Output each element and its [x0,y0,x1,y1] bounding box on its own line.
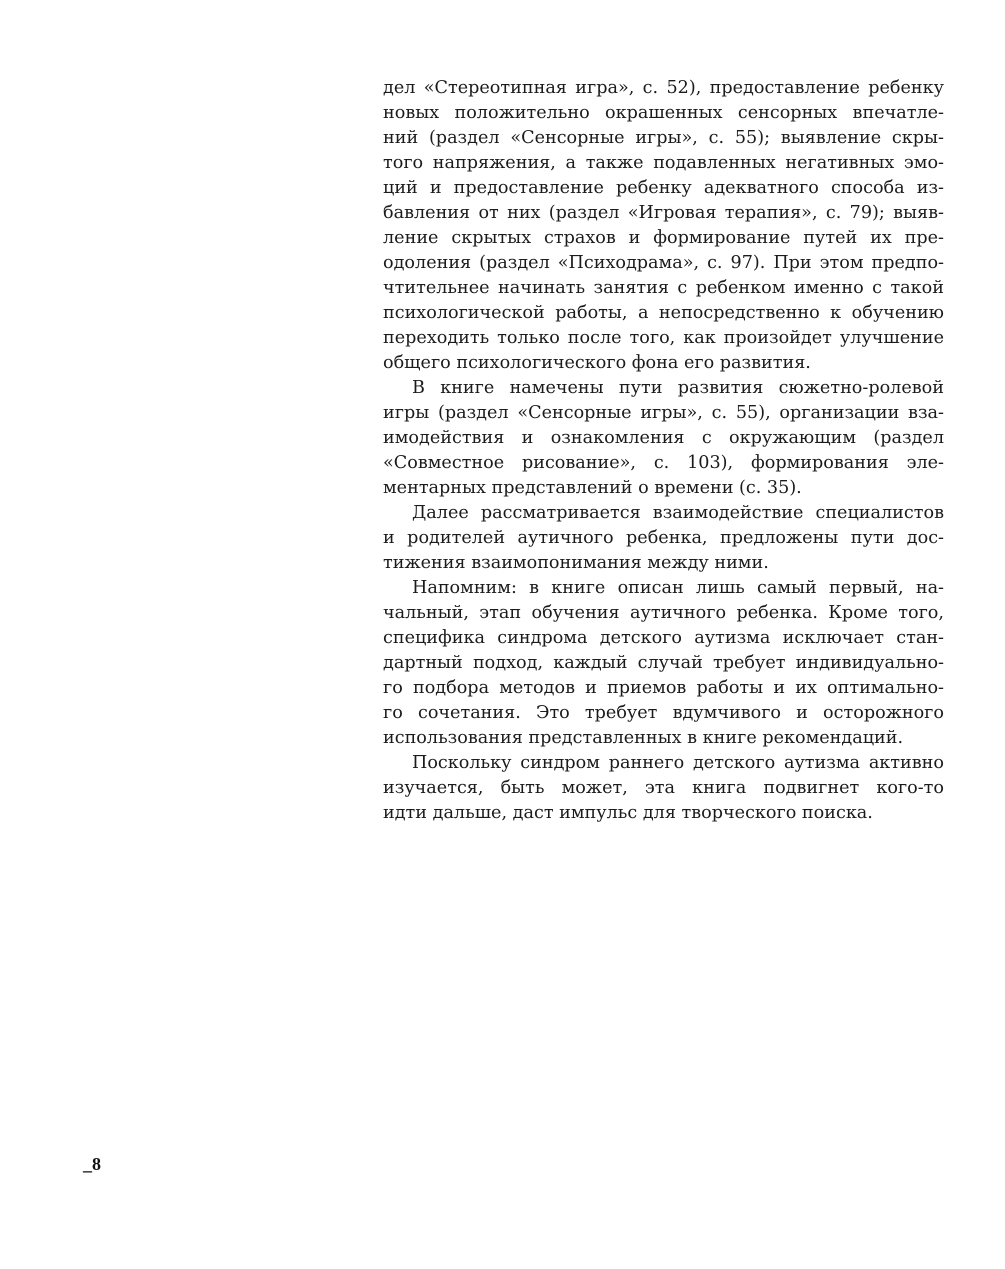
text-line: чтительнее начинать занятия с ребенком именно с такой [383,278,944,298]
text-line: дел «Стереотипная игра», с. 52), предоставление ребенку [383,78,944,98]
text-line: переходить только после того, как произойдет улучшение [383,328,944,348]
text-line: специфика синдрома детского аутизма исключает стан- [383,628,944,648]
text-line: го сочетания. Это требует вдумчивого и осторожного [383,703,944,723]
paragraph-5 [383,751,944,826]
text-line: новых положительно окрашенных сенсорных впечатле- [383,103,944,123]
text-line: Напомним: в книге описан лишь самый первый, на- [412,578,944,598]
text-line: того напряжения, а также подавленных негативных эмо- [383,153,944,173]
text-line: игры (раздел «Сенсорные игры», с. 55), организации вза- [383,403,944,423]
text-line: и родителей аутичного ребенка, предложены пути дос- [383,528,944,548]
text-line: го подбора методов и приемов работы и их оптимально- [383,678,944,698]
paragraph-3 [383,501,944,576]
text-line: чальный, этап обучения аутичного ребенка. Кроме того, [383,603,944,623]
text-line: одоления (раздел «Психодрама», с. 97). При этом предпо- [383,253,944,273]
text-line: ление скрытых страхов и формирование путей их пре- [383,228,944,248]
text-line: использования представленных в книге рекомендаций. [383,728,904,748]
text-line: ний (раздел «Сенсорные игры», с. 55); выявление скры- [383,128,944,148]
text-line: Далее рассматривается взаимодействие специалистов [412,503,944,523]
page-number: _8 [83,1154,101,1174]
text-line: ций и предоставление ребенку адекватного способа из- [383,178,944,198]
paragraph-1 [383,76,944,376]
text-line: «Совместное рисование», с. 103), формирования эле- [383,453,944,473]
text-line: психологической работы, а непосредственно к обучению [383,303,944,323]
text-line: В книге намечены пути развития сюжетно-ролевой [412,378,944,398]
paragraph-4 [383,576,944,751]
paragraph-2 [383,376,944,501]
text-line: дартный подход, каждый случай требует индивидуально- [383,653,944,673]
text-line: имодействия и ознакомления с окружающим (раздел [383,428,944,448]
text-column [383,76,944,826]
text-line: изучается, быть может, эта книга подвигнет кого-то [383,778,944,798]
text-line: ментарных представлений о времени (с. 35). [383,478,802,498]
text-line: тижения взаимопонимания между ними. [383,553,769,573]
text-line: бавления от них (раздел «Игровая терапия», с. 79); выяв- [383,203,944,223]
text-line: Поскольку синдром раннего детского аутизма активно [412,753,944,773]
text-line: идти дальше, даст импульс для творческого поиска. [383,803,873,823]
text-line: общего психологического фона его развития. [383,353,811,373]
